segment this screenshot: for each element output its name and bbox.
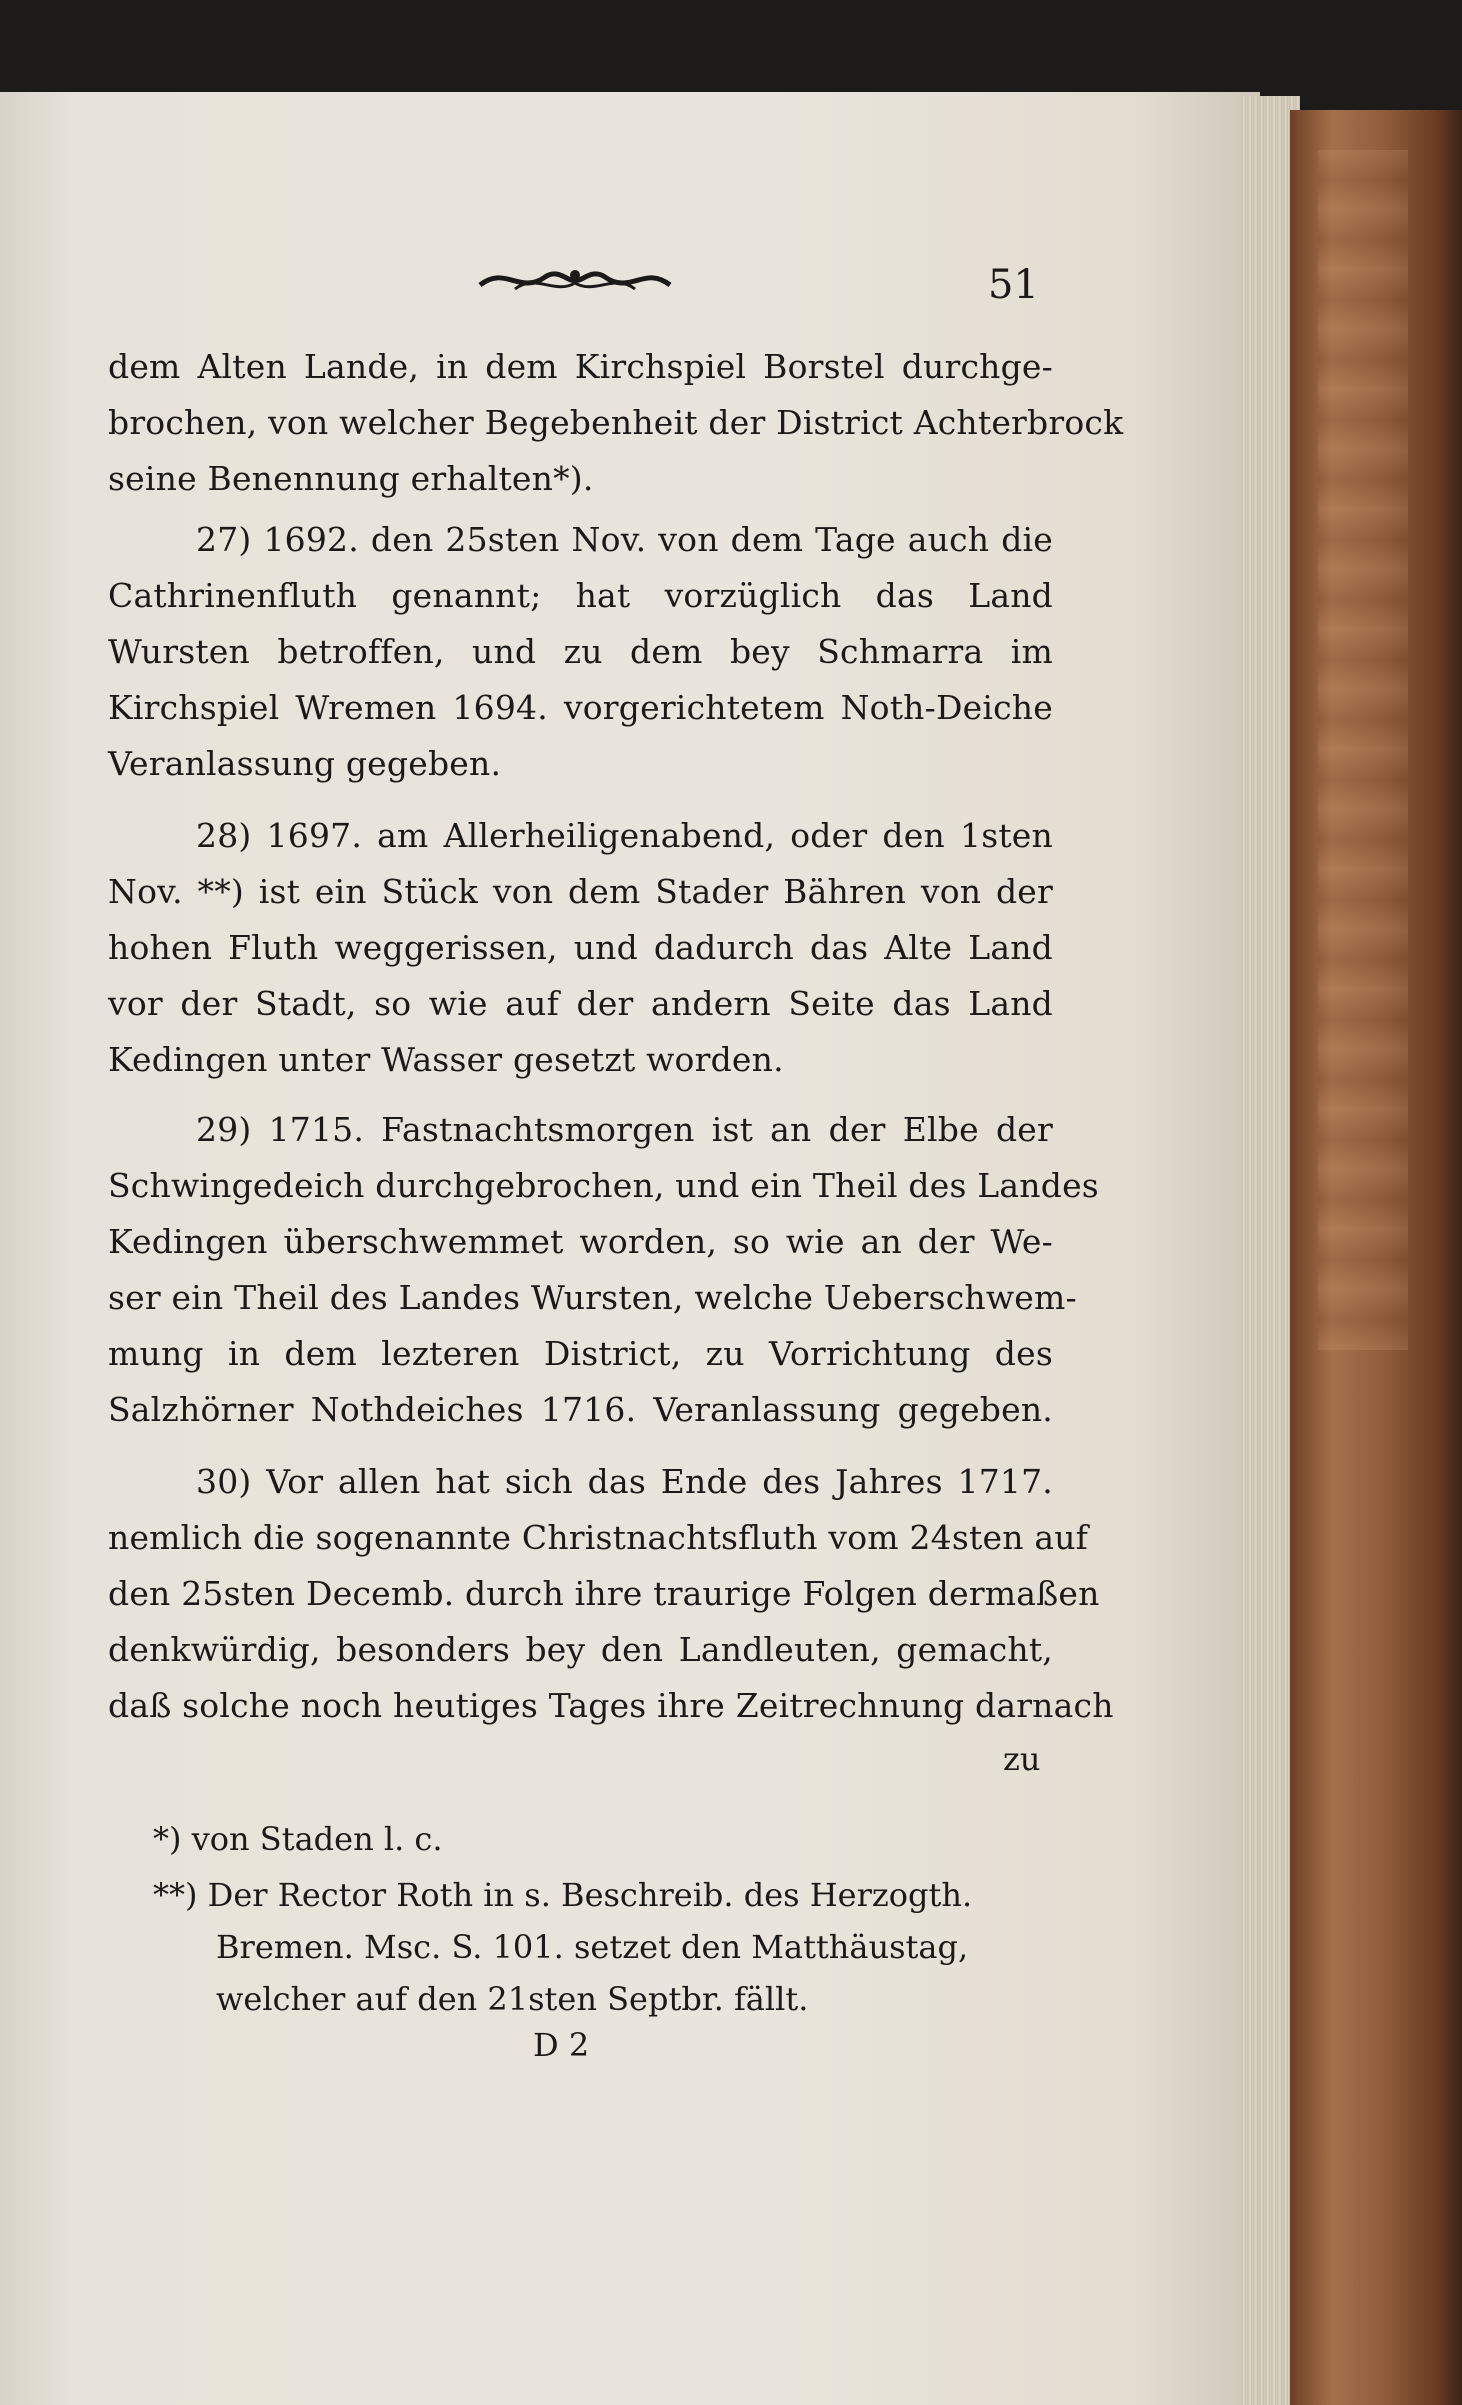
text-line: 29) 1715. Fastnachtsmorgen ist an der Elbe der xyxy=(196,1110,1053,1149)
text-line: Cathrinenfluth genannt; hat vorzüglich das Land xyxy=(108,576,1053,615)
text-line: den 25sten Decemb. durch ihre traurige Folgen dermaßen xyxy=(108,1574,1100,1613)
footnote-2-cont: Bremen. Msc. S. 101. setzet den Matthäustag, xyxy=(216,1928,969,1966)
text-line: 28) 1697. am Allerheiligenabend, oder den 1sten xyxy=(196,816,1053,855)
cover-texture xyxy=(1318,150,1408,1350)
text-line: Nov. **) ist ein Stück von dem Stader Bähren von der xyxy=(108,872,1053,911)
text-line: Kedingen überschwemmet worden, so wie an der We- xyxy=(108,1222,1053,1261)
footnote-2-cont: welcher auf den 21sten Septbr. fällt. xyxy=(216,1980,809,2018)
catchword: zu xyxy=(1003,1740,1041,1778)
text-line: 30) Vor allen hat sich das Ende des Jahres 1717. xyxy=(196,1462,1053,1501)
signature-mark: D 2 xyxy=(533,2026,590,2064)
text-line: dem Alten Lande, in dem Kirchspiel Borstel durchge- xyxy=(108,347,1053,386)
text-line: Wursten betroffen, und zu dem bey Schmarra im xyxy=(108,632,1053,671)
text-line: vor der Stadt, so wie auf der andern Seite das Land xyxy=(108,984,1053,1023)
text-line: Kedingen unter Wasser gesetzt worden. xyxy=(108,1040,784,1079)
text-line: Kirchspiel Wremen 1694. vorgerichtetem Noth-Deiche xyxy=(108,688,1053,727)
text-line: Schwingedeich durchgebrochen, und ein Theil des Landes xyxy=(108,1166,1099,1205)
header-ornament-icon xyxy=(475,255,675,303)
text-line: denkwürdig, besonders bey den Landleuten, gemacht, xyxy=(108,1630,1053,1669)
text-line: nemlich die sogenannte Christnachtsfluth vom 24sten auf xyxy=(108,1518,1089,1557)
footnote-2: **) Der Rector Roth in s. Beschreib. des Herzogth. xyxy=(153,1876,973,1914)
text-line: hohen Fluth weggerissen, und dadurch das Alte Land xyxy=(108,928,1053,967)
text-line: daß solche noch heutiges Tages ihre Zeitrechnung darnach xyxy=(108,1686,1114,1725)
text-line: Veranlassung gegeben. xyxy=(108,744,502,783)
text-line: seine Benennung erhalten*). xyxy=(108,459,594,498)
text-line: Salzhörner Nothdeiches 1716. Veranlassung gegeben. xyxy=(108,1390,1053,1429)
text-line: mung in dem lezteren District, zu Vorrichtung des xyxy=(108,1334,1053,1373)
footnote-1: *) von Staden l. c. xyxy=(153,1820,443,1858)
page-number: 51 xyxy=(988,262,1039,308)
text-line: 27) 1692. den 25sten Nov. von dem Tage auch die xyxy=(196,520,1053,559)
text-line: ser ein Theil des Landes Wursten, welche Ueberschwem- xyxy=(108,1278,1077,1317)
text-line: brochen, von welcher Begebenheit der District Achterbrock xyxy=(108,403,1124,442)
